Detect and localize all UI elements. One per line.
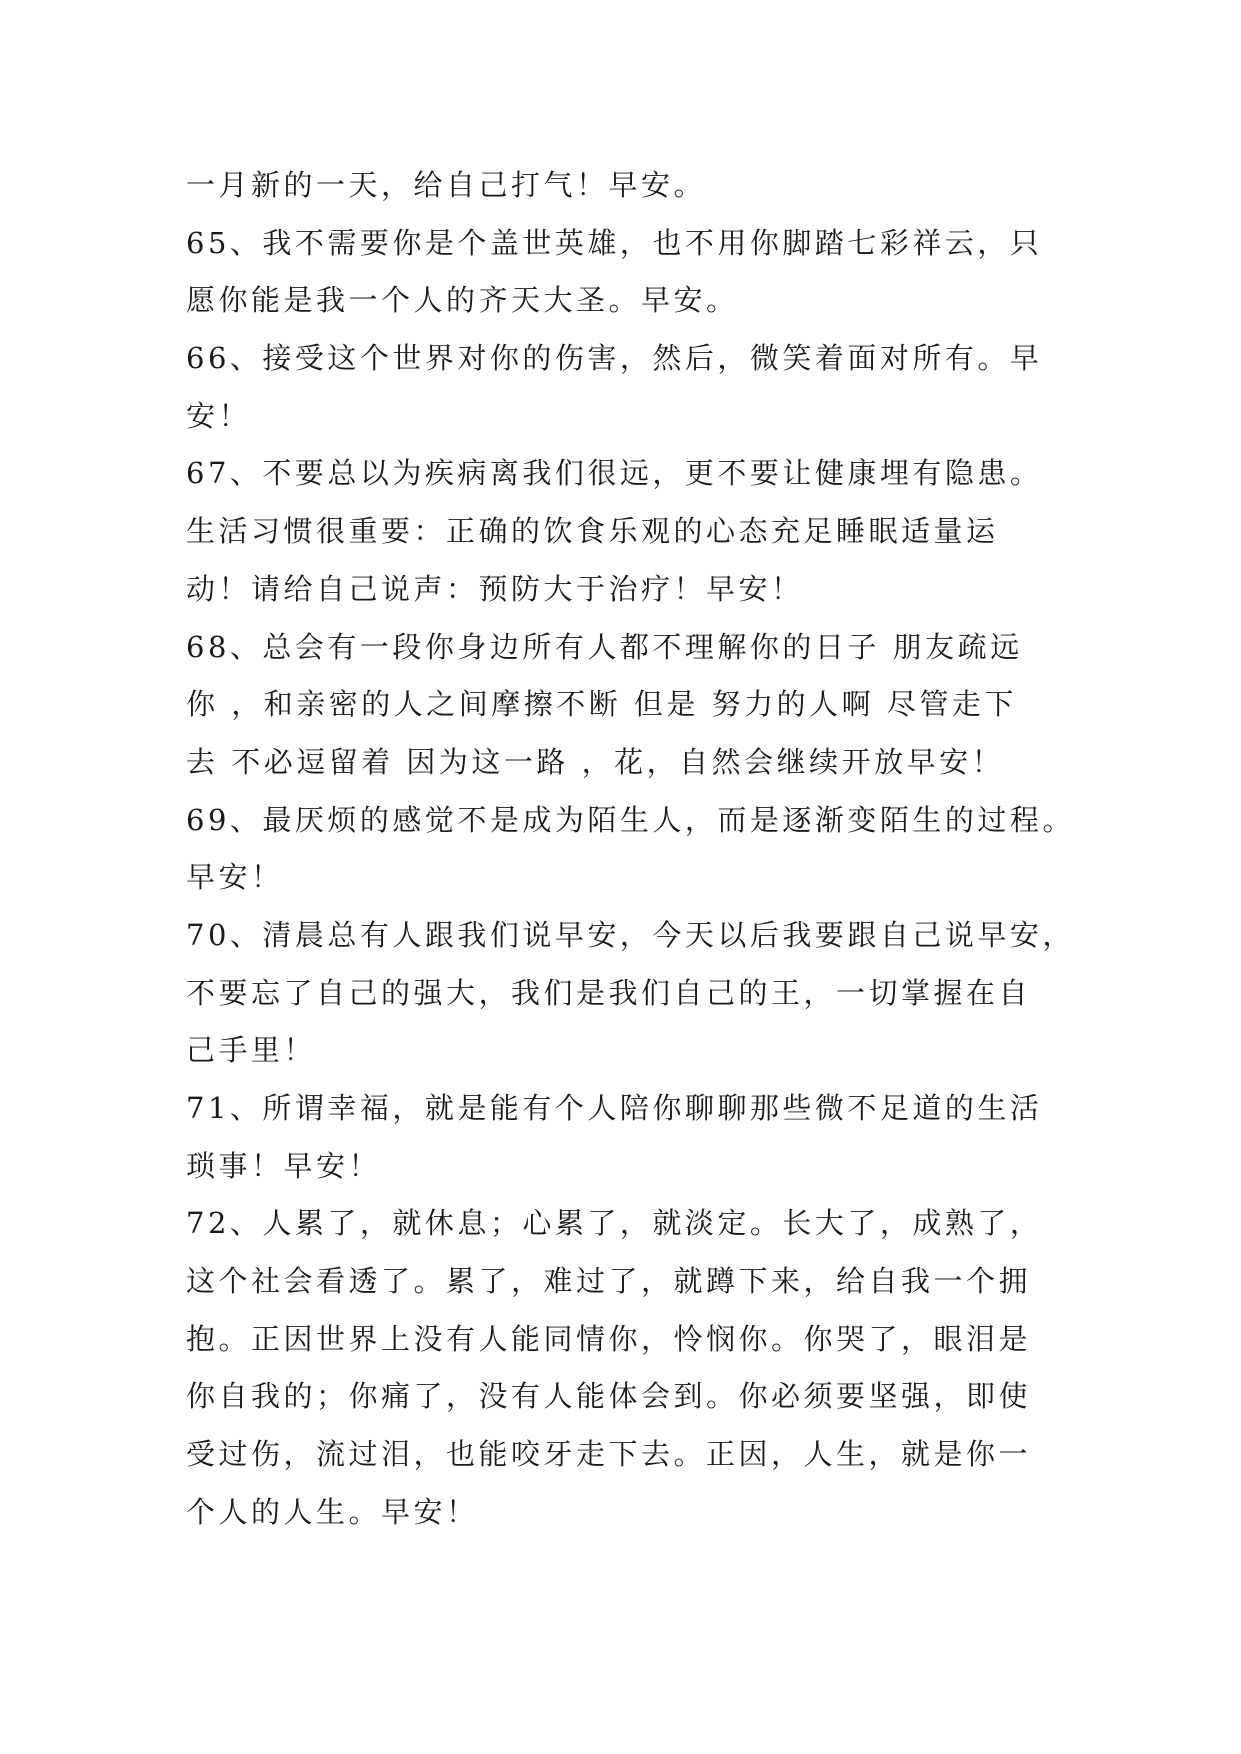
text-line: 71、所谓幸福，就是能有个人陪你聊聊那些微不足道的生活 (186, 1091, 1043, 1125)
text-line: 愿你能是我一个人的齐天大圣。早安。 (186, 283, 739, 318)
text-line: 安！ (186, 398, 252, 433)
text-line: 你 ，和亲密的人之间摩擦不断 但是 努力的人啊 尽管走下 (186, 687, 1017, 722)
text-line: 69、最厌烦的感觉不是成为陌生人，而是逐渐变陌生的过程。 (186, 802, 1075, 837)
text-line: 琐事！早安！ (186, 1148, 382, 1183)
text-line: 你自我的；你痛了，没有人能体会到。你必须要坚强，即使 (186, 1379, 1032, 1414)
text-line: 65、我不需要你是个盖世英雄，也不用你脚踏七彩祥云，只 (186, 225, 1043, 260)
text-line: 己手里！ (186, 1033, 317, 1068)
text-line: 早安！ (186, 860, 284, 895)
text-line: 个人的人生。早安！ (186, 1494, 479, 1529)
text-line: 动！请给自己说声：预防大于治疗！早安！ (186, 571, 804, 606)
text-line: 不要忘了自己的强大，我们是我们自己的王，一切掌握在自 (186, 975, 1032, 1010)
text-line: 抱。正因世界上没有人能同情你，怜悯你。你哭了，眼泪是 (186, 1321, 1032, 1356)
text-line: 这个社会看透了。累了，难过了，就蹲下来，给自我一个拥 (186, 1264, 1032, 1299)
text-line: 受过伤，流过泪，也能咬牙走下去。正因，人生，就是你一 (186, 1437, 1032, 1472)
text-line: 70、清晨总有人跟我们说早安，今天以后我要跟自己说早安， (186, 917, 1075, 952)
text-line: 一月新的一天，给自己打气！早安。 (186, 168, 707, 202)
text-line: 67、不要总以为疾病离我们很远，更不要让健康埋有隐患。 (186, 456, 1043, 491)
text-line: 去 不必逗留着 因为这一路 ，花，自然会继续开放早安！ (186, 744, 1005, 779)
text-line: 66、接受这个世界对你的伤害，然后，微笑着面对所有。早 (186, 341, 1043, 376)
text-line: 68、总会有一段你身边所有人都不理解你的日子 朋友疏远 (186, 629, 1023, 664)
document-body (186, 157, 1075, 1542)
text-line: 72、人累了，就休息；心累了，就淡定。长大了，成熟了， (186, 1206, 1043, 1241)
text-line: 生活习惯很重要：正确的饮食乐观的心态充足睡眠适量运 (186, 514, 999, 549)
